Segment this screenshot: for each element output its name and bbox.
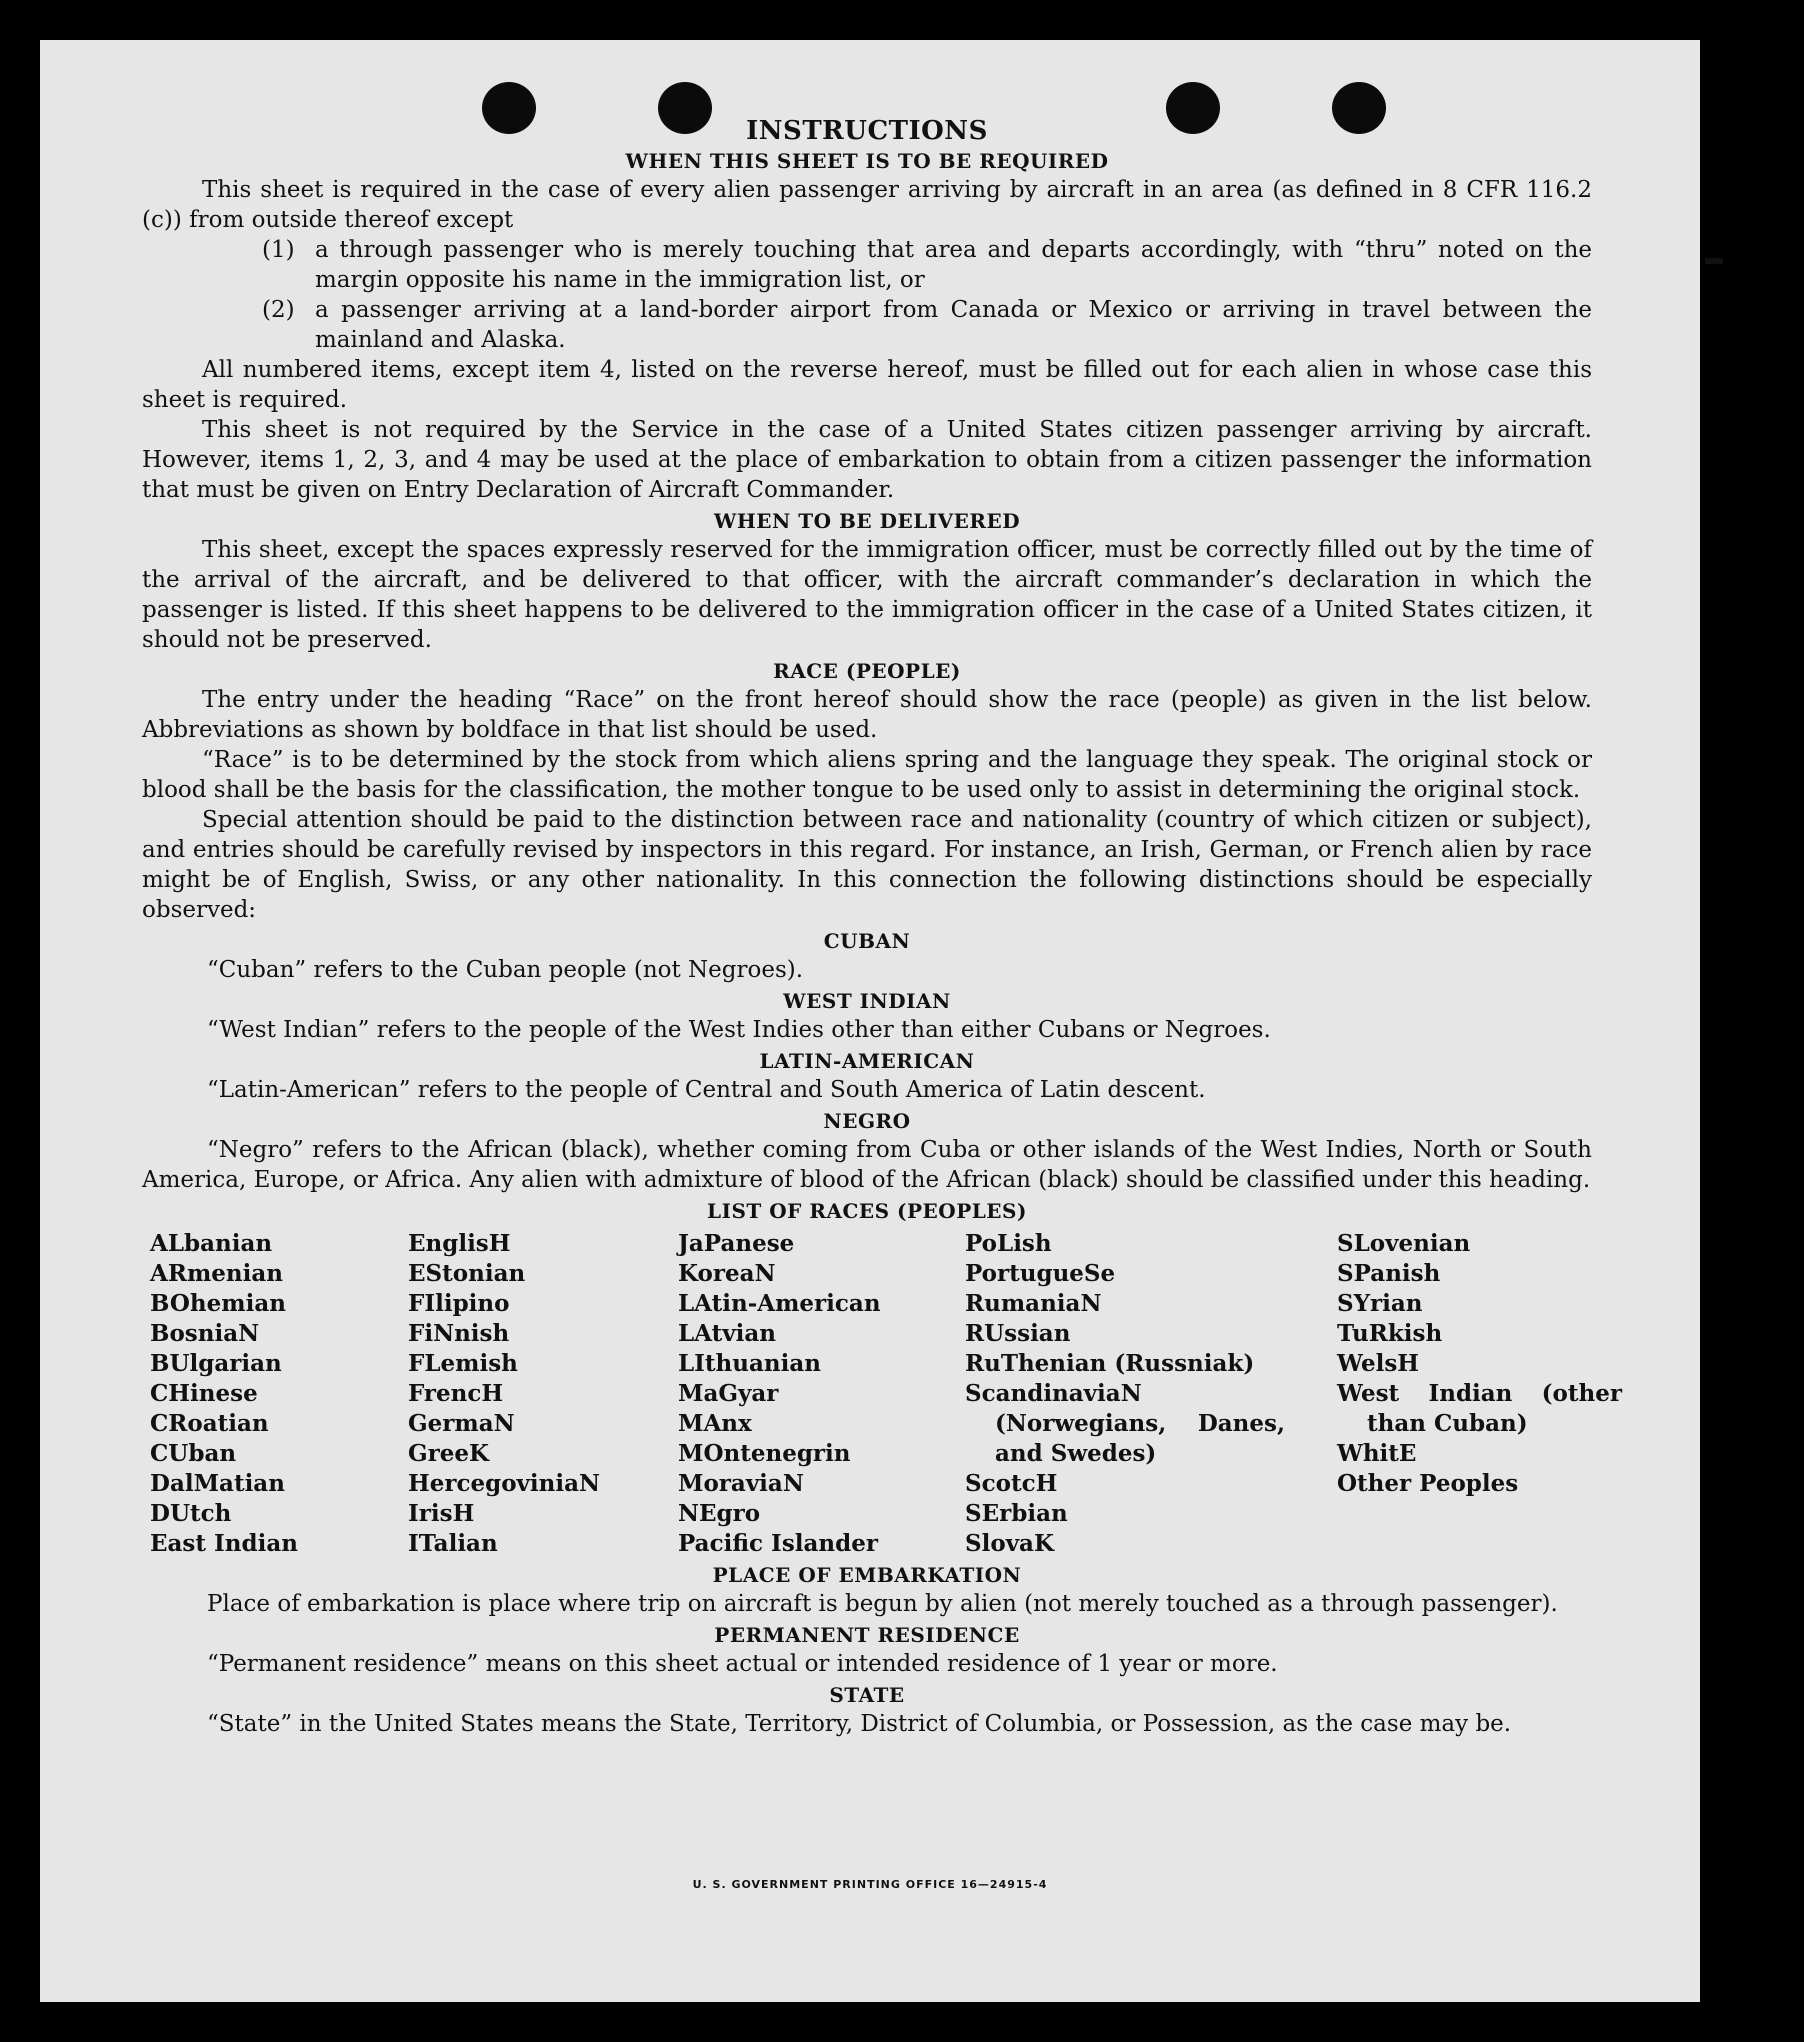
section-title-west-indian: WEST INDIAN bbox=[783, 989, 951, 1013]
race-entry: RUssian bbox=[965, 1320, 1071, 1347]
paragraph-cuban: “Cuban” refers to the Cuban people (not Negroes). bbox=[207, 957, 804, 983]
section-title-state: STATE bbox=[829, 1683, 905, 1707]
race-entry: FIlipino bbox=[408, 1290, 510, 1317]
paragraph-residence: “Permanent residence” means on this sheet actual or intended residence of 1 year or more. bbox=[207, 1651, 1278, 1677]
printing-office-footer: U. S. GOVERNMENT PRINTING OFFICE 16—24915-4 bbox=[692, 1878, 1048, 1891]
races-column bbox=[408, 1229, 678, 1559]
race-entry: ITalian bbox=[408, 1530, 498, 1557]
paragraph-when-delivered: This sheet, except the spaces expressly reserved for the immigration officer, must be correctly filled out by the time of the arrival of the aircraft, and be delivered to that officer, with the aircraft commander’s declaration in which the passenger is listed. If this sheet happens to be delivered to the immigration officer in the case of a United States citizen, it should not be preserved. bbox=[142, 537, 1592, 653]
section-title-embarkation: PLACE OF EMBARKATION bbox=[712, 1563, 1022, 1587]
race-entry: SLovenian bbox=[1337, 1230, 1471, 1257]
margin-mark bbox=[1705, 258, 1723, 264]
section-title-race: RACE (PEOPLE) bbox=[773, 659, 961, 683]
race-entry: JaPanese bbox=[678, 1230, 795, 1257]
race-entry: ARmenian bbox=[150, 1260, 284, 1287]
section-title-when-required: WHEN THIS SHEET IS TO BE REQUIRED bbox=[625, 149, 1109, 173]
race-entry: CRoatian bbox=[150, 1410, 269, 1437]
race-entry: ALbanian bbox=[150, 1230, 273, 1257]
race-entry: SlovaK bbox=[965, 1530, 1054, 1557]
race-entry: LAtin-American bbox=[678, 1290, 881, 1317]
race-entry: WhitE bbox=[1337, 1440, 1417, 1467]
section-title-list-of-races: LIST OF RACES (PEOPLES) bbox=[707, 1199, 1027, 1223]
race-entry: CHinese bbox=[150, 1380, 258, 1407]
race-entry: GreeK bbox=[408, 1440, 490, 1467]
race-entry: Other Peoples bbox=[1337, 1470, 1519, 1497]
race-entry: PortugueSe bbox=[965, 1260, 1116, 1287]
races-column bbox=[678, 1229, 965, 1559]
race-entry: BOhemian bbox=[150, 1290, 286, 1317]
paragraph-race-nationality: Special attention should be paid to the distinction between race and nationality (country of which citizen or subject), and entries should be carefully revised by inspectors in this regard. For instance, an Irish, German, or French alien by race might be of English, Swiss, or any other nationality. In this connection the following distinctions should be especially observed: bbox=[142, 807, 1592, 923]
race-entry: MaGyar bbox=[678, 1380, 779, 1407]
race-entry: EnglisH bbox=[408, 1230, 511, 1257]
document-page bbox=[40, 40, 1700, 2002]
race-entry: NEgro bbox=[678, 1500, 761, 1527]
paragraph-when-required-intro: This sheet is required in the case of every alien passenger arriving by aircraft in an area (as defined in 8 CFR 116.2 (c)) from outside thereof except bbox=[142, 177, 1592, 233]
race-entry: KoreaN bbox=[678, 1260, 776, 1287]
section-title-cuban: CUBAN bbox=[823, 929, 911, 953]
paragraph-negro: “Negro” refers to the African (black), whether coming from Cuba or other islands of the West Indies, North or South America, Europe, or Africa. Any alien with admixture of blood of the African (black) should be classified under this heading. bbox=[142, 1137, 1592, 1193]
race-entry: FiNnish bbox=[408, 1320, 510, 1347]
race-entry: LAtvian bbox=[678, 1320, 776, 1347]
race-entry: BosniaN bbox=[150, 1320, 260, 1347]
race-entry: East Indian bbox=[150, 1530, 298, 1557]
race-entry: CUban bbox=[150, 1440, 237, 1467]
race-entry: RuThenian (Russniak) bbox=[965, 1350, 1255, 1377]
race-entry: TuRkish bbox=[1337, 1320, 1443, 1347]
paragraph-west-indian: “West Indian” refers to the people of the West Indies other than either Cubans or Negroes. bbox=[207, 1017, 1271, 1043]
race-entry: ScandinaviaN (Norwegians, Danes, and Swedes) bbox=[965, 1380, 1285, 1467]
paragraph-state: “State” in the United States means the State, Territory, District of Columbia, or Possession, as the case may be. bbox=[207, 1711, 1512, 1737]
race-entry: LIthuanian bbox=[678, 1350, 821, 1377]
races-column bbox=[1337, 1229, 1622, 1559]
race-entry: SPanish bbox=[1337, 1260, 1441, 1287]
race-entry: SYrian bbox=[1337, 1290, 1423, 1317]
page-title: INSTRUCTIONS bbox=[746, 116, 988, 146]
race-entry: DalMatian bbox=[150, 1470, 285, 1497]
race-entry: MOntenegrin bbox=[678, 1440, 851, 1467]
race-entry: SErbian bbox=[965, 1500, 1068, 1527]
paragraph-citizen-passenger: This sheet is not required by the Service in the case of a United States citizen passenger arriving by aircraft. However, items 1, 2, 3, and 4 may be used at the place of embarkation to obtain from a citizen passenger the information that must be given on Entry Declaration of Aircraft Commander. bbox=[142, 417, 1592, 503]
race-entry: MoraviaN bbox=[678, 1470, 804, 1497]
race-entry: HercegoviniaN bbox=[408, 1470, 601, 1497]
race-entry: BUlgarian bbox=[150, 1350, 282, 1377]
race-entry: RumaniaN bbox=[965, 1290, 1102, 1317]
race-entry: ScotcH bbox=[965, 1470, 1058, 1497]
race-entry: FrencH bbox=[408, 1380, 504, 1407]
races-column bbox=[965, 1229, 1337, 1559]
paragraph-race-entry: The entry under the heading “Race” on the front hereof should show the race (people) as given in the list below. Abbreviations as shown by boldface in that list should be used. bbox=[142, 687, 1592, 743]
race-entry: GermaN bbox=[408, 1410, 515, 1437]
list-item-text: a through passenger who is merely touching that area and departs accordingly, with “thru” noted on the margin opposite his name in the immigration list, or bbox=[315, 237, 1592, 293]
section-title-when-delivered: WHEN TO BE DELIVERED bbox=[713, 509, 1021, 533]
section-title-negro: NEGRO bbox=[823, 1109, 911, 1133]
race-entry: EStonian bbox=[408, 1260, 526, 1287]
race-entry: PoLish bbox=[965, 1230, 1052, 1257]
races-column bbox=[150, 1229, 408, 1559]
list-item-number: (2) bbox=[262, 297, 295, 323]
section-title-latin-american: LATIN-AMERICAN bbox=[759, 1049, 975, 1073]
list-item bbox=[142, 295, 1592, 355]
instructions-body bbox=[142, 115, 1622, 1739]
paragraph-numbered-items: All numbered items, except item 4, listed on the reverse hereof, must be filled out for each alien in whose case this sheet is required. bbox=[142, 357, 1592, 413]
race-entry: MAnx bbox=[678, 1410, 752, 1437]
race-entry: Pacific Islander bbox=[678, 1530, 878, 1557]
list-item-text: a passenger arriving at a land-border airport from Canada or Mexico or arriving in travel between the mainland and Alaska. bbox=[315, 297, 1592, 353]
paragraph-latin-american: “Latin-American” refers to the people of Central and South America of Latin descent. bbox=[207, 1077, 1206, 1103]
race-entry: West Indian (other than Cuban) bbox=[1337, 1380, 1622, 1437]
race-entry: DUtch bbox=[150, 1500, 232, 1527]
races-list bbox=[150, 1229, 1622, 1559]
list-item-number: (1) bbox=[262, 237, 295, 263]
section-title-residence: PERMANENT RESIDENCE bbox=[714, 1623, 1020, 1647]
race-entry: FLemish bbox=[408, 1350, 518, 1377]
race-entry: WelsH bbox=[1337, 1350, 1420, 1377]
paragraph-embarkation: Place of embarkation is place where trip on aircraft is begun by alien (not merely touched as a through passenger). bbox=[207, 1591, 1558, 1617]
list-item bbox=[142, 235, 1592, 295]
paragraph-race-definition: “Race” is to be determined by the stock from which aliens spring and the language they speak. The original stock or blood shall be the basis for the classification, the mother tongue to be used only to assist in determining the original stock. bbox=[142, 747, 1592, 803]
race-entry: IrisH bbox=[408, 1500, 475, 1527]
